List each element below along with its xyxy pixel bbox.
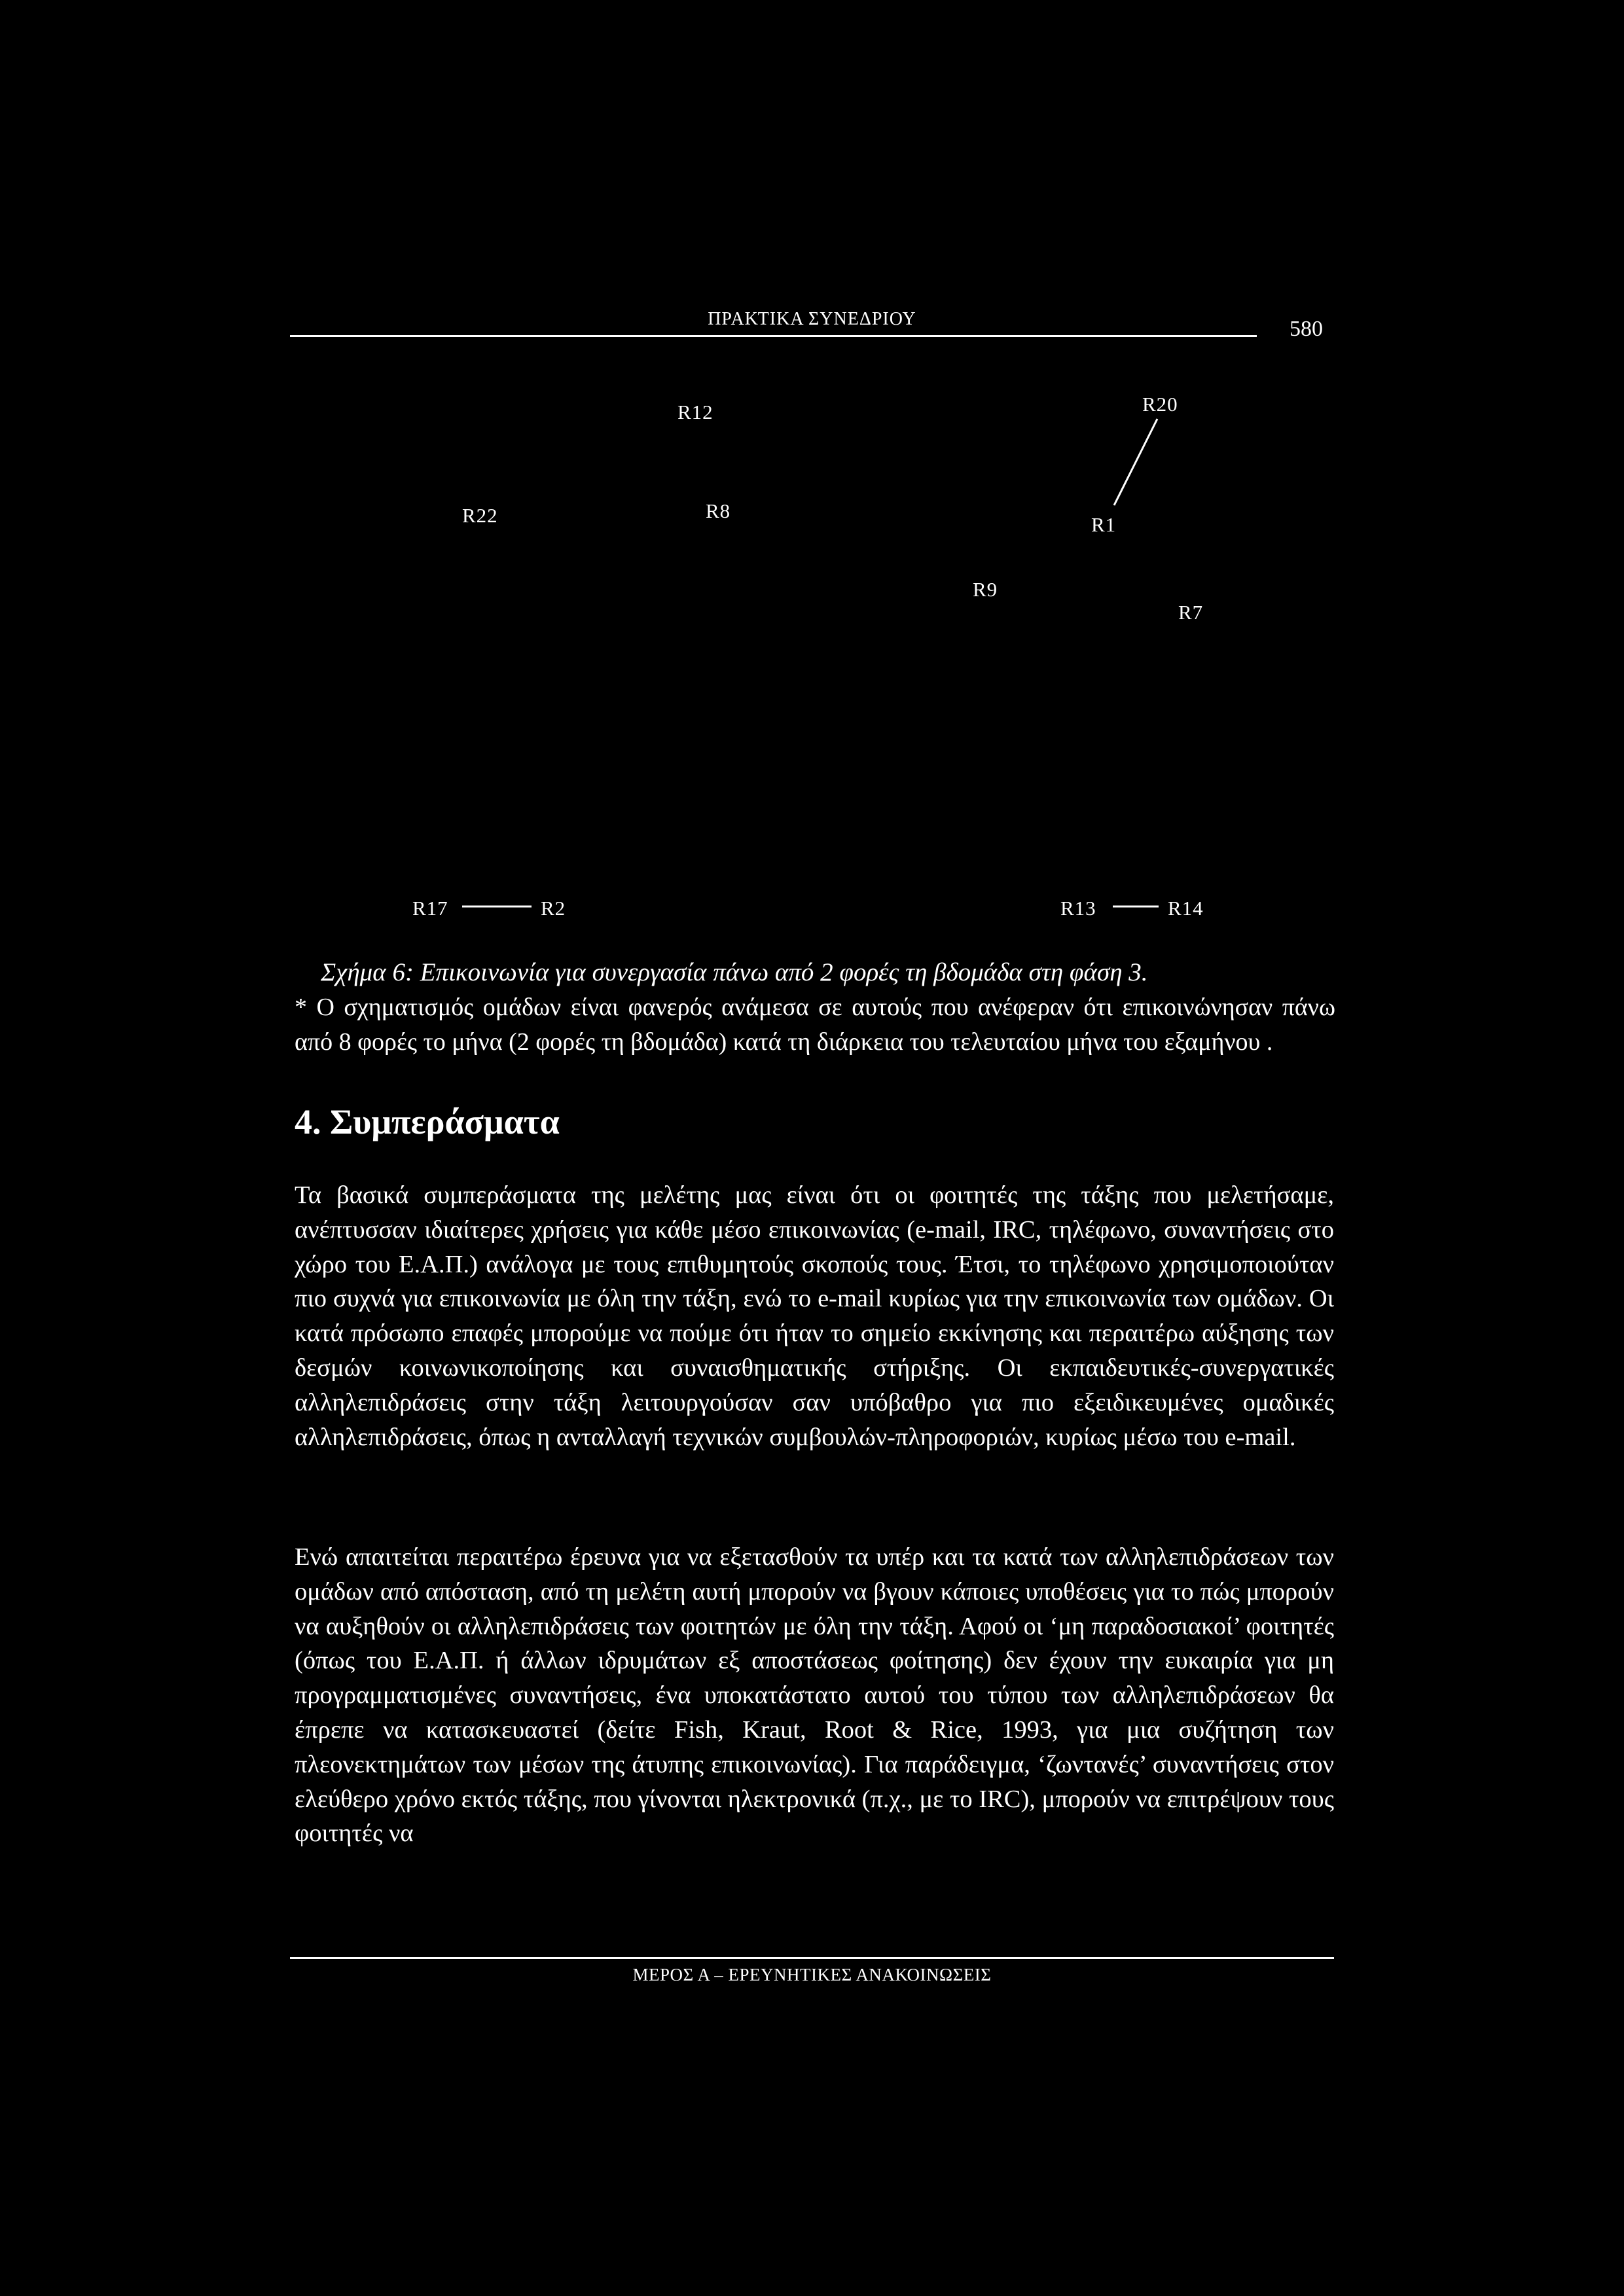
edge-r20-r1 xyxy=(1114,419,1157,505)
figure-caption-title: Σχήμα 6: Επικοινωνία για συνεργασία πάνω από 2 φορές τη βδομάδα στη φάση 3. xyxy=(321,958,1148,986)
node-r17: R17 xyxy=(412,897,448,920)
node-r14: R14 xyxy=(1168,897,1204,920)
node-r9: R9 xyxy=(973,578,998,601)
footer-text: ΜΕΡΟΣ Α – ΕΡΕΥΝΗΤΙΚΕΣ ΑΝΑΚΟΙΝΩΣΕΙΣ xyxy=(632,1965,992,1984)
node-r2: R2 xyxy=(541,897,566,920)
node-r22: R22 xyxy=(462,504,498,527)
body-paragraph-2: Ενώ απαιτείται περαιτέρω έρευνα για να εξετασθούν τα υπέρ και τα κατά των αλληλεπιδράσεων των ομάδων από απόσταση, από τη μελέτη αυτή μπορούν να βγουν κάποιες υποθέσεις για το πώς μπορούν να αυξηθούν οι αλληλεπιδράσεις των φοιτητών με όλη την τάξη. Αφού οι ‘μη παραδοσιακοί’ φοιτητές (όπως του Ε.Α.Π. ή άλλων ιδρυμάτων εξ αποστάσεως φοίτησης) δεν έχουν την ευκαιρία για μη προγραμματισμένες συναντήσεις, ένα υποκατάστατο αυτού του τύπου των αλληλεπιδράσεων θα έπρεπε να κατασκευαστεί (δείτε Fish, Kraut, Root & Rice, 1993, για μια συζήτηση των πλεονεκτημάτων των μέσων της άτυπης επικοινωνίας). Για παράδειγμα, ‘ζωντανές’ συναντήσεις στον ελεύθερο χρόνο εκτός τάξης, που γίνονται ηλεκτρονικά (π.χ., με το IRC), μπορούν να επιτρέψουν τους φοιτητές να xyxy=(295,1543,1334,1848)
node-r8: R8 xyxy=(706,499,731,522)
footer-rule xyxy=(290,1957,1334,1959)
page-number: 580 xyxy=(1290,317,1323,341)
node-r7: R7 xyxy=(1178,601,1204,624)
node-r1: R1 xyxy=(1091,513,1117,536)
diagram-edges xyxy=(0,0,1624,956)
node-r12: R12 xyxy=(677,401,713,423)
running-head: ΠΡΑΚΤΙΚΑ ΣΥΝΕΔΡΙΟΥ xyxy=(708,309,916,329)
section-heading: 4. Συμπεράσματα xyxy=(295,1102,560,1141)
body-paragraph-1: Τα βασικά συμπεράσματα της μελέτης μας είναι ότι οι φοιτητές της τάξης που μελετήσαμε, ανέπτυσσαν ιδιαίτερες χρήσεις για κάθε μέσο επικοινωνίας (e-mail, IRC, τηλέφωνο, συναντήσεις στο χώρο του Ε.Α.Π.) ανάλογα με τους επιθυμητούς σκοπούς τους. Έτσι, το τηλέφωνο χρησιμοποιούταν πιο συχνά για επικοινωνία με όλη την τάξη, ενώ το e-mail κυρίως για την επικοινωνία των ομάδων. Οι κατά πρόσωπο επαφές μπορούμε να πούμε ότι ήταν το σημείο εκκίνησης και περαιτέρω αύξησης των δεσμών κοινωνικοποίησης και συναισθηματικής στήριξης. Οι εκπαιδευτικές-συνεργατικές αλληλεπιδράσεις στην τάξη λειτουργούσαν σαν υπόβαθρο για πιο εξειδικευμένες ομαδικές αλληλεπιδράσεις, όπως η ανταλλαγή τεχνικών συμβουλών-πληροφοριών, κυρίως μέσω του e-mail. xyxy=(295,1181,1334,1451)
figure-caption-note: * Ο σχηματισμός ομάδων είναι φανερός ανάμεσα σε αυτούς που ανέφεραν ότι επικοινώνησαν πάνω από 8 φορές το μήνα (2 φορές τη βδομάδα) κατά τη διάρκεια του τελευταίου μήνα του εξαμήνου . xyxy=(295,994,1335,1056)
node-r20: R20 xyxy=(1142,393,1178,416)
node-r13: R13 xyxy=(1060,897,1096,920)
